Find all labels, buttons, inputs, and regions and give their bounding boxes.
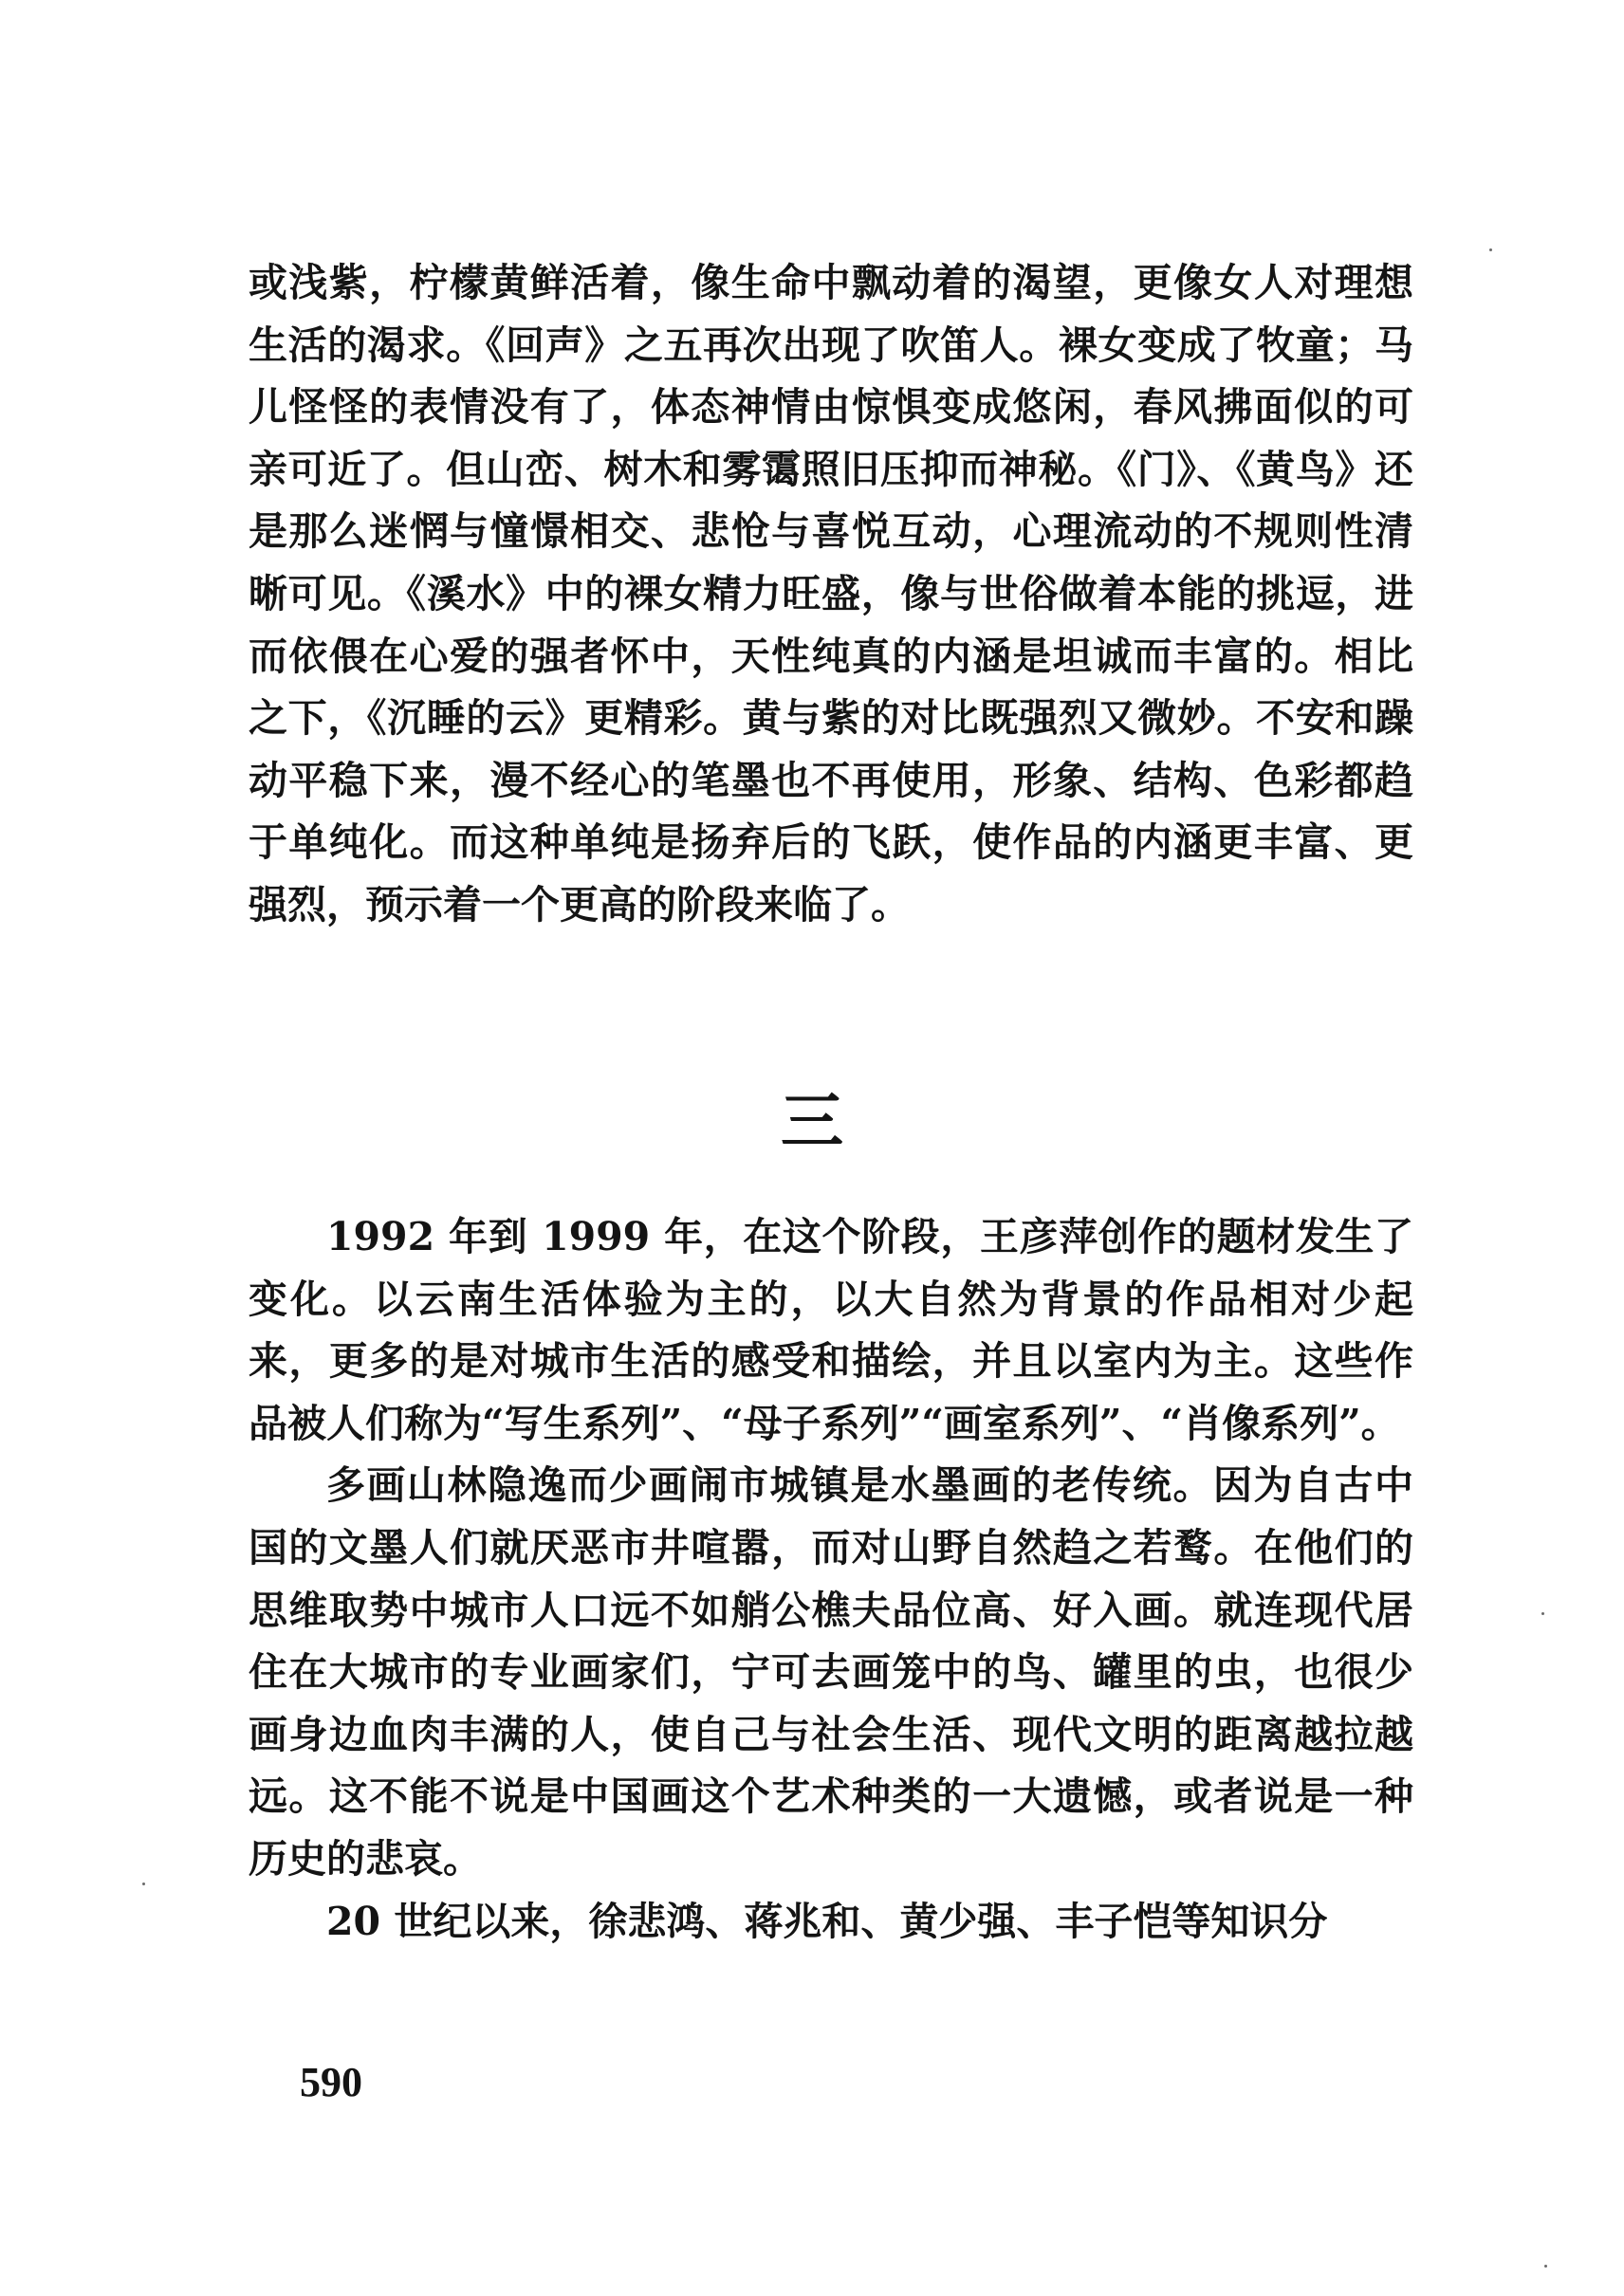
scan-speck	[1544, 2265, 1547, 2268]
scan-speck	[142, 1883, 145, 1885]
scan-speck	[1489, 248, 1492, 251]
continued-text-block	[249, 252, 1413, 937]
body-paragraph-3: 20 世纪以来，徐悲鸿、蒋兆和、黄少强、丰子恺等知识分	[326, 1898, 1328, 1944]
page-number: 590	[300, 2059, 362, 2105]
body-paragraph-1: 1992 年到 1999 年，在这个阶段，王彦萍创作的题材发生了变化。以云南生活体验为主的，以大自然为背景的作品相对少起来，更多的是对城市生活的感受和描绘，并且以室内为主。这些作品被人们称为“写生系列”、“母子系列”“画室系列”、“肖像系列”。	[249, 1214, 1413, 1446]
continued-paragraph: 或浅紫，柠檬黄鲜活着，像生命中飘动着的渴望，更像女人对理想生活的渴求。《回声》之五再次出现了吹笛人。裸女变成了牧童；马儿怪怪的表情没有了，体态神情由惊惧变成悠闲，春风拂面似的可亲可近了。但山峦、树木和雾霭照旧压抑而神秘。《门》、《黄鸟》还是那么迷惘与憧憬相交、悲怆与喜悦互动，心理流动的不规则性清晰可见。《溪水》中的裸女精力旺盛，像与世俗做着本能的挑逗，进而依偎在心爱的强者怀中，天性纯真的内涵是坦诚而丰富的。相比之下，《沉睡的云》更精彩。黄与紫的对比既强烈又微妙。不安和躁动平稳下来，漫不经心的笔墨也不再使用，形象、结构、色彩都趋于单纯化。而这种单纯是扬弃后的飞跃，使作品的内涵更丰富、更强烈，预示着一个更高的阶段来临了。	[249, 260, 1413, 928]
section-body	[249, 1206, 1413, 1953]
body-paragraph-2: 多画山林隐逸而少画闹市城镇是水墨画的老传统。因为自古中国的文墨人们就厌恶市井喧嚣，而对山野自然趋之若鹜。在他们的思维取势中城市人口远不如艄公樵夫品位高、好入画。就连现代居住在大城市的专业画家们，宁可去画笼中的鸟、罐里的虫，也很少画身边血肉丰满的人，使自己与社会生活、现代文明的距离越拉越远。这不能不说是中国画这个艺术种类的一大遗憾，或者说是一种历史的悲哀。	[249, 1462, 1413, 1882]
section-heading: 三	[781, 1084, 843, 1158]
scan-speck	[1541, 1612, 1544, 1615]
